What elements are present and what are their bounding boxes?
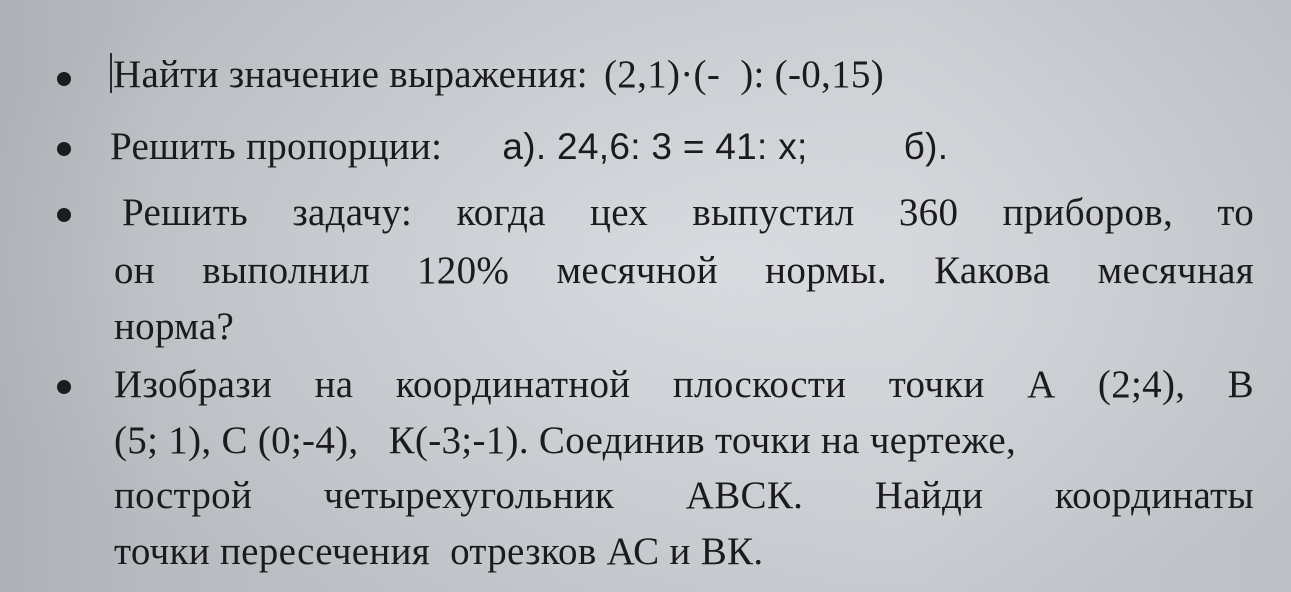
bullet-2 xyxy=(57,142,71,156)
task4-line-3: построй четырехугольник АВСК. Найди координаты xyxy=(114,474,1254,517)
task2-part-a: а). 24,6: 3 = 41: х; xyxy=(502,126,808,167)
task3-line-2: он выполнил 120% месячной нормы. Какова месячная xyxy=(114,249,1254,292)
task4-line-2: (5; 1), С (0;-4), К(-3;-1). Соединив точки на чертеже, xyxy=(114,419,1017,462)
task3-line-3: норма? xyxy=(114,305,235,348)
task1-expression: (2,1)·(- ): (-0,15) xyxy=(604,53,884,96)
text-cursor xyxy=(110,53,112,93)
bullet-4 xyxy=(57,380,71,394)
task4-line-1: Изобрази на координатной плоскости точки А (2;4), В xyxy=(114,363,1254,406)
task2-part-b: б). xyxy=(903,126,949,167)
task1-label: Найти значение выражения: xyxy=(113,53,588,96)
task3-line-1: Решить задачу: когда цех выпустил 360 приборов, то xyxy=(122,191,1254,234)
bullet-1 xyxy=(57,72,71,86)
task2-line xyxy=(110,124,948,169)
task4-line-4: точки пересечения отрезков АС и ВК. xyxy=(114,530,764,573)
bullet-3 xyxy=(57,208,71,222)
task2-label: Решить пропорции: xyxy=(110,125,443,168)
task1-line xyxy=(110,52,884,97)
